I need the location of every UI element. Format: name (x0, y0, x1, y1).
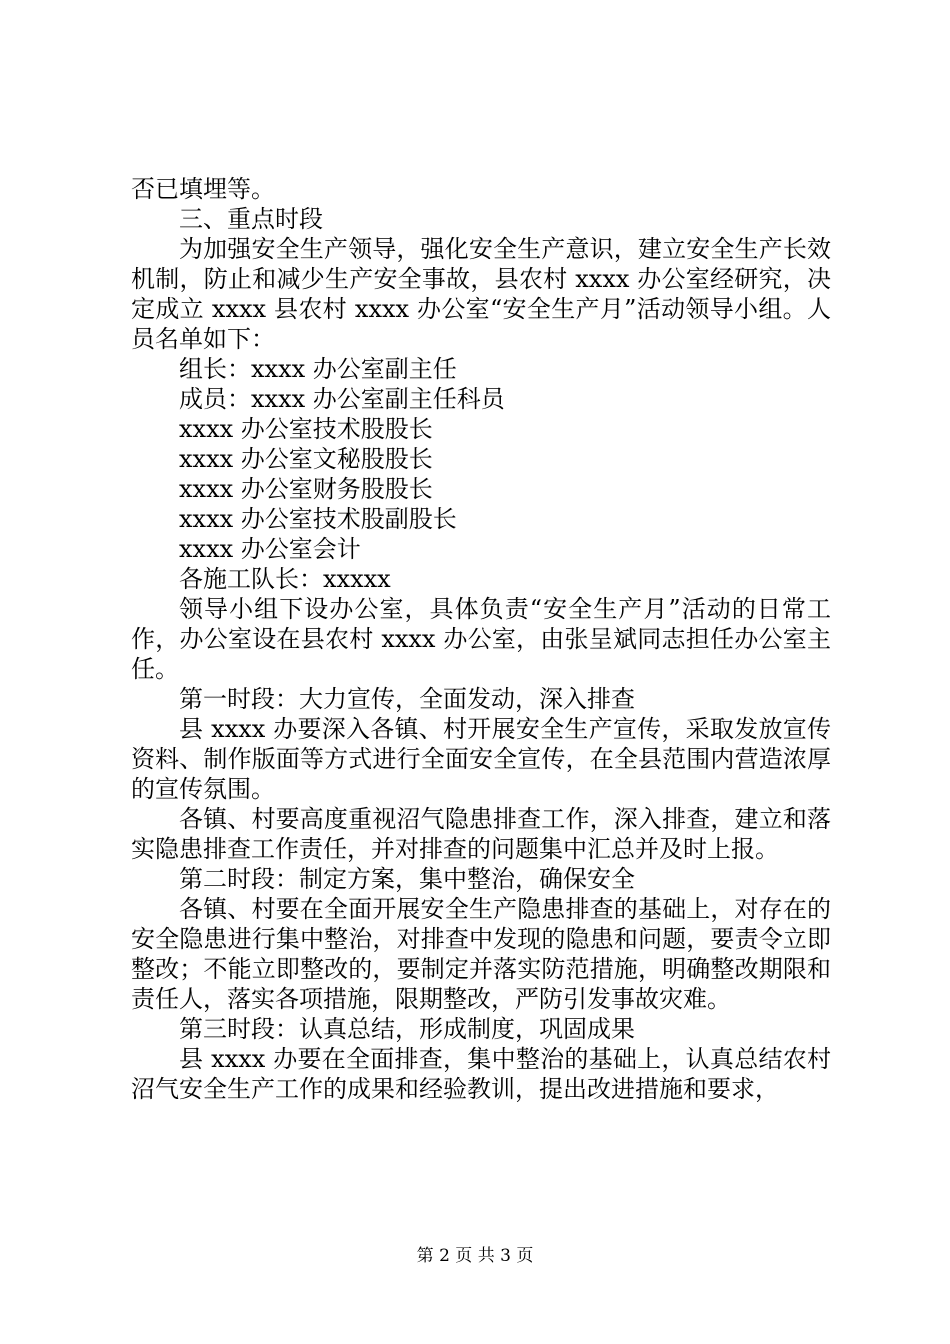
member-secretariat-chief: xxxx 办公室文秘股股长 (179, 445, 433, 473)
heading-phase-one: 第一时段：大力宣传，全面发动，深入排查 (179, 685, 635, 713)
member-group-members: 成员：xxxx 办公室副主任科员 (179, 385, 505, 413)
paragraph-phase-one-publicity: 县 xxxx 办要深入各镇、村开展安全生产宣传，采取发放宣传资料、制作版面等方式进行全面安全宣传，在全县范围内营造浓厚的宣传氛围。 (131, 715, 831, 803)
member-construction-leaders: 各施工队长：xxxxx (179, 565, 391, 593)
page-number-label: 第 2 页 共 3 页 (416, 1246, 534, 1266)
page-footer (0, 1245, 950, 1267)
member-finance-chief: xxxx 办公室财务股股长 (179, 475, 433, 503)
member-tech-section-chief: xxxx 办公室技术股股长 (179, 415, 433, 443)
paragraph-phase-two-rectification: 各镇、村要在全面开展安全生产隐患排查的基础上，对存在的安全隐患进行集中整治，对排查中发现的隐患和问题，要责令立即整改；不能立即整改的，要制定并落实防范措施，明确整改期限和责任人，落实各项措施，限期整改，严防引发事故灾难。 (131, 895, 831, 1013)
paragraph-office-setup: 领导小组下设办公室，具体负责“安全生产月”活动的日常工作，办公室设在县农村 xxxx 办公室，由张呈斌同志担任办公室主任。 (131, 595, 831, 683)
heading-phase-three: 第三时段：认真总结，形成制度，巩固成果 (179, 1015, 635, 1043)
member-group-leader: 组长：xxxx 办公室副主任 (179, 355, 457, 383)
heading-phase-two: 第二时段：制定方案，集中整治，确保安全 (179, 865, 635, 893)
paragraph-phase-three-summary: 县 xxxx 办要在全面排查，集中整治的基础上，认真总结农村沼气安全生产工作的成果和经验教训，提出改进措施和要求， (131, 1045, 831, 1103)
member-accountant: xxxx 办公室会计 (179, 535, 361, 563)
paragraph-phase-one-inspection: 各镇、村要高度重视沼气隐患排查工作，深入排查，建立和落实隐患排查工作责任，并对排查的问题集中汇总并及时上报。 (131, 805, 831, 863)
member-tech-deputy-chief: xxxx 办公室技术股副股长 (179, 505, 457, 533)
paragraph-leadership-group: 为加强安全生产领导，强化安全生产意识，建立安全生产长效机制，防止和减少生产安全事故，县农村 xxxx 办公室经研究，决定成立 xxxx 县农村 xxxx 办公室“安全生产月”活动领导小组。人员名单如下： (131, 235, 831, 353)
section-heading-key-periods: 三、重点时段 (179, 205, 323, 233)
document-body (131, 174, 831, 1104)
paragraph-continuation: 否已填埋等。 (131, 175, 275, 203)
